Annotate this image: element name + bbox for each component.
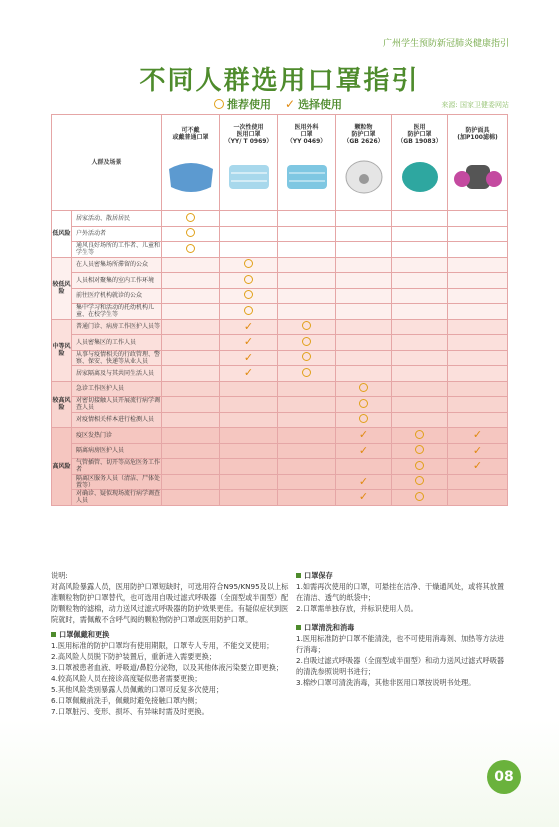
mask-cell xyxy=(278,257,336,273)
source-note: 来源: 国家卫健委网站 xyxy=(441,101,509,109)
mask-cell xyxy=(220,242,278,258)
table-row xyxy=(52,304,508,320)
mask-cell xyxy=(162,397,220,413)
recommend-circle-icon xyxy=(244,275,253,284)
mask-cell xyxy=(220,443,278,459)
mask-cell xyxy=(336,412,392,428)
optional-check-icon: ✓ xyxy=(358,490,369,504)
table-row xyxy=(52,350,508,366)
recommend-circle-icon xyxy=(359,414,368,423)
mask-cell xyxy=(278,366,336,382)
scenario-label: 普通门诊、病房工作医护人员等 xyxy=(72,319,162,335)
scenario-label: 人员相对聚集的室内工作环境 xyxy=(72,273,162,289)
mask-col-5 xyxy=(448,115,508,211)
mask-cell xyxy=(392,273,448,289)
mask-cell xyxy=(448,397,508,413)
mask-cell xyxy=(336,226,392,242)
scenario-label: 隔离病房医护人员 xyxy=(72,443,162,459)
list-item: 1.医用标准的防护口罩均有使用期限，口罩专人专用，不能交叉使用； xyxy=(51,641,274,650)
mask-cell xyxy=(162,381,220,397)
mask-cell xyxy=(392,335,448,351)
mask-cell xyxy=(278,288,336,304)
mask-cell xyxy=(278,304,336,320)
mask-cell xyxy=(448,459,508,475)
recommend-circle-icon xyxy=(186,228,195,237)
scenario-label: 在人员密集场所滞留的公众 xyxy=(72,257,162,273)
mask-cell xyxy=(336,490,392,506)
mask-cell xyxy=(278,381,336,397)
table-body xyxy=(52,211,508,506)
bullet-icon xyxy=(296,625,301,630)
recommend-circle-icon xyxy=(302,337,311,346)
mask-cell xyxy=(392,381,448,397)
table-row xyxy=(52,412,508,428)
optional-check-icon: ✓ xyxy=(472,443,483,457)
particulate-respirator-icon xyxy=(336,151,392,199)
wear-replace-list xyxy=(51,640,291,717)
mask-cell xyxy=(336,304,392,320)
scenario-label: 从事与疫情相关的行政管理、警察、保安、快递等从业人员 xyxy=(72,350,162,366)
mask-cell xyxy=(336,381,392,397)
scenario-label: 对确诊、疑似现场流行病学调查人员 xyxy=(72,490,162,506)
mask-cell xyxy=(336,350,392,366)
mask-cell xyxy=(392,350,448,366)
optional-check-icon: ✓ xyxy=(472,459,483,473)
scenario-label: 对疫情相关样本进行检测人员 xyxy=(72,412,162,428)
optional-check-icon: ✓ xyxy=(243,350,254,364)
scenario-label: 急诊工作医护人员 xyxy=(72,381,162,397)
mask-cell xyxy=(448,257,508,273)
scenario-label: 居家活动、散居居民 xyxy=(72,211,162,227)
scenario-label: 通风良好场所的工作者、儿童和学生等 xyxy=(72,242,162,258)
mask-cell xyxy=(162,257,220,273)
mask-cell xyxy=(278,226,336,242)
list-item: 1.如需再次使用的口罩，可悬挂在洁净、干燥通风处，或将其放置在清洁、透气的纸袋中； xyxy=(296,582,505,602)
mask-cell xyxy=(220,226,278,242)
mask-cell xyxy=(278,211,336,227)
mask-cell xyxy=(448,319,508,335)
mask-cell xyxy=(162,211,220,227)
risk-group-label: 低风险 xyxy=(52,211,72,258)
mask-cell xyxy=(220,474,278,490)
optional-check-icon: ✓ xyxy=(243,335,254,349)
table-row xyxy=(52,257,508,273)
table-row xyxy=(52,381,508,397)
mask-cell xyxy=(448,288,508,304)
mask-cell xyxy=(336,319,392,335)
mask-cell xyxy=(278,412,336,428)
list-item: 6.口罩佩戴前洗手，佩戴时避免接触口罩内侧； xyxy=(51,696,202,705)
mask-cell xyxy=(336,273,392,289)
recommend-circle-icon xyxy=(186,244,195,253)
page-number: 08 xyxy=(487,760,521,794)
mask-cell xyxy=(392,459,448,475)
mask-name: 医用外科 口罩 （YY 0469） xyxy=(286,123,327,145)
recommend-circle-icon xyxy=(186,213,195,222)
mask-cell xyxy=(336,288,392,304)
mask-cell xyxy=(448,366,508,382)
recommend-circle-icon xyxy=(244,306,253,315)
mask-cell xyxy=(220,490,278,506)
mask-cell xyxy=(336,366,392,382)
table-row xyxy=(52,366,508,382)
bullet-icon xyxy=(296,573,301,578)
mask-cell xyxy=(336,459,392,475)
legend xyxy=(214,96,342,112)
mask-name: 一次性使用 医用口罩 （YY/ T 0969） xyxy=(224,123,273,145)
mask-cell xyxy=(392,257,448,273)
mask-cell xyxy=(162,304,220,320)
table-row xyxy=(52,335,508,351)
recommend-circle-icon xyxy=(415,476,424,485)
mask-cell xyxy=(162,335,220,351)
mask-cell xyxy=(220,273,278,289)
list-item: 3.口罩被患者血液、呼吸道/鼻腔分泌物，以及其他体液污染要立即更换； xyxy=(51,663,284,672)
mask-cell xyxy=(448,211,508,227)
recommend-circle-icon xyxy=(302,368,311,377)
section-heading: 口罩清洗和消毒 xyxy=(296,622,511,633)
recommend-circle-icon xyxy=(415,445,424,454)
mask-cell xyxy=(278,319,336,335)
series-header: 广州学生预防新冠肺炎健康指引 xyxy=(382,39,509,49)
mask-cell xyxy=(448,273,508,289)
recommend-circle-icon xyxy=(359,399,368,408)
mask-name: 颗粒物 防护口罩 （GB 2626） xyxy=(343,123,384,145)
fabric-mask-icon xyxy=(163,151,219,199)
optional-check-icon: ✓ xyxy=(243,319,254,333)
mask-name: 防护面具 (加P100滤棉) xyxy=(457,127,498,141)
list-item: 2.口罩需单独存放，并标识使用人员。 xyxy=(296,604,418,613)
check-icon: ✓ xyxy=(285,97,296,111)
mask-cell xyxy=(392,397,448,413)
mask-cell xyxy=(278,490,336,506)
list-item: 4.较高风险人员在接诊高度疑似患者需要更换； xyxy=(51,674,202,683)
mask-cell xyxy=(162,366,220,382)
mask-col-2 xyxy=(278,115,336,211)
mask-cell xyxy=(336,397,392,413)
optional-check-icon: ✓ xyxy=(358,443,369,457)
mask-cell xyxy=(336,242,392,258)
mask-cell xyxy=(162,428,220,444)
mask-cell xyxy=(162,242,220,258)
recommend-circle-icon xyxy=(415,492,424,501)
risk-group-label: 较低风险 xyxy=(52,257,72,319)
mask-cell xyxy=(278,242,336,258)
optional-check-icon: ✓ xyxy=(358,428,369,442)
table-row xyxy=(52,474,508,490)
section-heading: 口罩佩戴和更换 xyxy=(51,629,291,640)
mask-cell xyxy=(392,366,448,382)
list-item: 7.口罩脏污、变形、损坏、有异味时需及时更换。 xyxy=(51,707,209,716)
mask-cell xyxy=(162,273,220,289)
mask-cell xyxy=(278,459,336,475)
table-row xyxy=(52,226,508,242)
table-row xyxy=(52,242,508,258)
mask-cell xyxy=(220,257,278,273)
mask-cell xyxy=(392,304,448,320)
table-row xyxy=(52,273,508,289)
mask-cell xyxy=(336,211,392,227)
scenario-label: 人员密集区的工作人员 xyxy=(72,335,162,351)
notes-intro: 对高风险暴露人员，医用防护口罩短缺时，可选用符合N95/KN95及以上标准颗粒物防护口罩替代，也可选用自吸过滤式呼吸器（全面型或半面型）配防颗粒物的滤棉，动力送风过滤式呼吸器的防护效果更佳。有疑似症状到医院就时，需佩戴不含呼气阀的颗粒物防护口罩或医用防护口罩。 xyxy=(51,582,289,624)
mask-col-1 xyxy=(220,115,278,211)
scenario-label: 对密切接触人员开展流行病学调查人员 xyxy=(72,397,162,413)
mask-cell xyxy=(220,366,278,382)
risk-group-label: 较高风险 xyxy=(52,381,72,428)
circle-icon xyxy=(214,99,224,109)
mask-cell xyxy=(220,335,278,351)
legend-recommend: 推荐使用 xyxy=(214,96,271,112)
medical-respirator-icon xyxy=(392,151,448,199)
scenario-label: 气管插管、切开等高危医务工作者 xyxy=(72,459,162,475)
mask-cell xyxy=(278,350,336,366)
table-row xyxy=(52,459,508,475)
page-title: 不同人群选用口罩指引 xyxy=(139,66,420,96)
mask-cell xyxy=(336,474,392,490)
mask-cell xyxy=(392,242,448,258)
mask-col-4 xyxy=(392,115,448,211)
mask-cell xyxy=(220,412,278,428)
mask-col-3 xyxy=(336,115,392,211)
scenario-label: 疫区发热门诊 xyxy=(72,428,162,444)
recommend-circle-icon xyxy=(415,461,424,470)
risk-group-label: 高风险 xyxy=(52,428,72,506)
mask-cell xyxy=(392,226,448,242)
mask-col-0 xyxy=(162,115,220,211)
mask-cell xyxy=(220,350,278,366)
mask-cell xyxy=(448,412,508,428)
mask-cell xyxy=(336,257,392,273)
mask-name: 可不戴 或戴普通口罩 xyxy=(172,127,209,141)
mask-cell xyxy=(162,490,220,506)
mask-cell xyxy=(392,474,448,490)
mask-cell xyxy=(392,211,448,227)
mask-cell xyxy=(162,288,220,304)
mask-cell xyxy=(392,288,448,304)
mask-cell xyxy=(220,211,278,227)
mask-cell xyxy=(278,428,336,444)
recommend-circle-icon xyxy=(415,430,424,439)
mask-cell xyxy=(392,443,448,459)
scenario-label: 集中学习和活动的托幼机构儿童、在校学生等 xyxy=(72,304,162,320)
page-footer-bg xyxy=(0,720,559,827)
mask-cell xyxy=(278,397,336,413)
mask-cell xyxy=(392,490,448,506)
table-row xyxy=(52,211,508,227)
list-item: 1.医用标准防护口罩不能清洗，也不可使用消毒剂、加热等方法进行消毒； xyxy=(296,634,505,654)
mask-cell xyxy=(220,319,278,335)
list-item: 5.其他风险类别暴露人员佩戴的口罩可反复多次使用； xyxy=(51,685,224,694)
storage-list xyxy=(296,581,511,614)
table-header-row xyxy=(52,115,508,211)
mask-cell xyxy=(448,381,508,397)
mask-cell xyxy=(448,335,508,351)
table-row xyxy=(52,288,508,304)
bullet-icon xyxy=(51,632,56,637)
scenario-label: 居家隔离及与其共同生活人员 xyxy=(72,366,162,382)
mask-guide-table xyxy=(51,114,508,506)
mask-cell xyxy=(392,412,448,428)
notes-left xyxy=(51,570,291,717)
list-item: 2.自吸过滤式呼吸器（全面型或半面型）和动力送风过滤式呼吸器的清洗参照说明书进行； xyxy=(296,656,505,676)
surgical-mask-icon xyxy=(279,151,335,199)
mask-cell xyxy=(448,350,508,366)
mask-cell xyxy=(278,273,336,289)
mask-cell xyxy=(220,428,278,444)
mask-cell xyxy=(220,381,278,397)
mask-cell xyxy=(392,319,448,335)
table-row xyxy=(52,428,508,444)
section-heading: 口罩保存 xyxy=(296,570,511,581)
mask-cell xyxy=(448,242,508,258)
mask-cell xyxy=(448,304,508,320)
mask-cell xyxy=(392,428,448,444)
mask-cell xyxy=(448,490,508,506)
mask-cell xyxy=(336,443,392,459)
legend-optional: ✓ 选择使用 xyxy=(285,97,343,111)
mask-cell xyxy=(162,350,220,366)
notes-right xyxy=(296,570,511,688)
recommend-circle-icon xyxy=(302,352,311,361)
medical-mask-icon xyxy=(221,151,277,199)
mask-cell xyxy=(336,428,392,444)
mask-cell xyxy=(220,304,278,320)
risk-group-label: 中等风险 xyxy=(52,319,72,381)
mask-cell xyxy=(220,288,278,304)
mask-cell xyxy=(448,474,508,490)
mask-cell xyxy=(162,226,220,242)
table-row xyxy=(52,397,508,413)
mask-cell xyxy=(278,474,336,490)
list-item: 3.棉纱口罩可清洗消毒，其他非医用口罩按说明书处理。 xyxy=(296,678,476,687)
recommend-circle-icon xyxy=(359,383,368,392)
scenario-label: 前往医疗机构就诊的公众 xyxy=(72,288,162,304)
mask-cell xyxy=(278,335,336,351)
mask-cell xyxy=(448,226,508,242)
scenario-label: 隔离区服务人员（清洁、尸体处置等） xyxy=(72,474,162,490)
recommend-circle-icon xyxy=(244,259,253,268)
mask-cell xyxy=(162,443,220,459)
notes-title: 说明: xyxy=(51,571,68,580)
optional-check-icon: ✓ xyxy=(472,428,483,442)
corner-label: 人群及场景 xyxy=(52,115,162,211)
mask-cell xyxy=(162,459,220,475)
mask-cell xyxy=(220,459,278,475)
table-row xyxy=(52,319,508,335)
optional-check-icon: ✓ xyxy=(358,474,369,488)
mask-cell xyxy=(220,397,278,413)
mask-cell xyxy=(162,319,220,335)
mask-name: 医用 防护口罩 （GB 19083） xyxy=(397,123,442,145)
mask-cell xyxy=(448,443,508,459)
mask-cell xyxy=(448,428,508,444)
mask-cell xyxy=(162,412,220,428)
mask-cell xyxy=(162,474,220,490)
table-row xyxy=(52,443,508,459)
list-item: 2.高风险人员脱下防护装置后，重新进入需要更换； xyxy=(51,652,216,661)
recommend-circle-icon xyxy=(302,321,311,330)
recommend-circle-icon xyxy=(244,290,253,299)
gas-mask-icon xyxy=(450,151,506,199)
optional-check-icon: ✓ xyxy=(243,366,254,380)
cleaning-list xyxy=(296,633,511,688)
table-row xyxy=(52,490,508,506)
mask-cell xyxy=(336,335,392,351)
scenario-label: 户外活动者 xyxy=(72,226,162,242)
mask-cell xyxy=(278,443,336,459)
